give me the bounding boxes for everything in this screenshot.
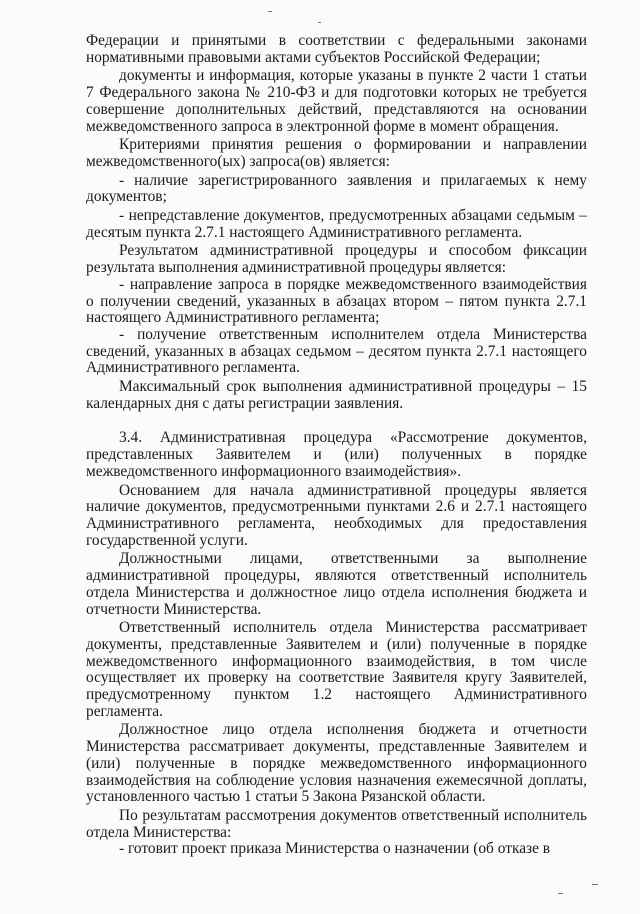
paragraph: Критериями принятия решения о формировании и направлении межведомственного(ых) запроса(ов) является: xyxy=(86,136,587,170)
document-body xyxy=(86,33,587,858)
list-item: - получение ответственным исполнителем отдела Министерства сведений, указанных в абзацах седьмом – десятом пункта 2.7.1 настоящего Административного регламента. xyxy=(86,325,587,377)
paragraph: документы и информация, которые указаны в пункте 2 части 1 статьи 7 Федерального закона № 210-ФЗ и для подготовки которых не требуется совершение дополнительных действий, представляются на основании межведомственного запроса в электронной форме в момент обращения. xyxy=(86,67,587,135)
paragraph: Должностными лицами, ответственными за выполнение административной процедуры, являются ответственный исполнитель отдела Министерства и должностное лицо отдела исполнения бюджета и отчетности Министерства. xyxy=(86,550,587,618)
scan-mark xyxy=(558,893,563,894)
paragraph: По результатам рассмотрения документов ответственный исполнитель отдела Министерства: xyxy=(86,806,587,841)
paragraph: Основанием для начала административной процедуры является наличие документов, предусмотренными пунктами 2.6 и 2.7.1 настоящего Административного регламента, необходимых для предоставления государственной услуги. xyxy=(86,481,587,549)
paragraph: Максимальный срок выполнения административной процедуры – 15 календарных дня с даты регистрации заявления. xyxy=(86,378,587,412)
scan-mark xyxy=(592,884,598,885)
list-item: - непредставление документов, предусмотренных абзацами седьмым – десятым пункта 2.7.1 настоящего Административного регламента. xyxy=(86,207,587,241)
list-item: - наличие зарегистрированного заявления и прилагаемых к нему документов; xyxy=(86,171,587,206)
scan-mark xyxy=(268,11,272,12)
paragraph: Федерации и принятыми в соответствии с федеральными законами нормативными правовыми актами субъектов Российской Федерации; xyxy=(86,32,587,66)
list-item: - готовит проект приказа Министерства о назначении (об отказе в xyxy=(119,840,551,858)
section-heading: 3.4. Административная процедура «Рассмотрение документов, представленных Заявителем и (или) полученных в порядке межведомственного информационного взаимодействия». xyxy=(86,429,587,480)
paragraph: Ответственный исполнитель отдела Министерства рассматривает документы, представленные Заявителем и (или) полученные в порядке межведомственного информационного взаимодействия, в том числе осуществляет их проверку на соответствие Заявителя кругу Заявителей, предусмотренному пунктом 1.2 настоящего Административного регламента. xyxy=(86,619,587,720)
list-item: - направление запроса в порядке межведомственного взаимодействия о получении сведений, указанных в абзацах втором – пятом пункта 2.7.1 настоящего Административного регламента; xyxy=(86,275,587,327)
scan-mark xyxy=(318,22,321,23)
paragraph: Должностное лицо отдела исполнения бюджета и отчетности Министерства рассматривает документы, представленные Заявителем и (или) полученные в порядке межведомственного информационного взаимодействия на соблюдение условия назначения ежемесячной доплаты, установленного частью 1 статьи 5 Закона Рязанской области. xyxy=(86,721,587,806)
paragraph: Результатом административной процедуры и способом фиксации результата выполнения административной процедуры является: xyxy=(86,242,587,277)
